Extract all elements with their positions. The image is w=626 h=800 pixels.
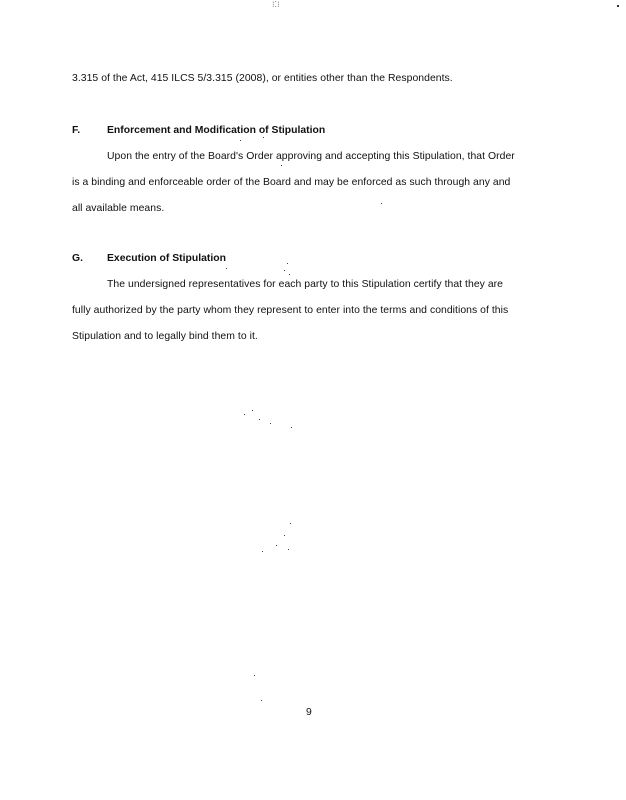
scan-artifact-top: ⁝⁚⁝ (272, 0, 280, 9)
section-g-letter: G. (72, 253, 83, 264)
continuation-line: 3.315 of the Act, 415 ILCS 5/3.315 (2008), or entities other than the Respondents. (72, 73, 453, 84)
section-f-line-3: all available means. (72, 203, 165, 214)
section-g-line-3: Stipulation and to legally bind them to it. (72, 331, 258, 342)
section-f-line-1: Upon the entry of the Board's Order approving and accepting this Stipulation, that Order (107, 151, 515, 162)
scan-speck (262, 551, 263, 552)
scan-speck (252, 410, 253, 411)
scan-speck (284, 270, 285, 271)
scan-speck (263, 137, 264, 138)
scan-speck (276, 545, 277, 546)
section-f-title: Enforcement and Modification of Stipulation (107, 125, 326, 136)
scan-artifact-edge (617, 5, 619, 7)
scan-speck (381, 203, 382, 204)
scan-speck (291, 427, 292, 428)
section-g-line-2: fully authorized by the party whom they represent to enter into the terms and conditions of this (72, 305, 509, 316)
scan-speck (240, 140, 241, 141)
scan-speck (226, 268, 227, 269)
section-f-letter: F. (72, 125, 81, 136)
scan-speck (287, 263, 288, 264)
scan-speck (270, 423, 271, 424)
section-g-title: Execution of Stipulation (107, 253, 226, 264)
page-number: 9 (306, 707, 312, 718)
scan-speck (288, 549, 289, 550)
scan-speck (281, 165, 282, 166)
section-g-line-1: The undersigned representatives for each party to this Stipulation certify that they are (107, 279, 503, 290)
scan-speck (284, 535, 285, 536)
section-f-line-2: is a binding and enforceable order of the Board and may be enforced as such through any and (72, 177, 511, 188)
scan-speck (254, 675, 255, 676)
scan-speck (261, 700, 262, 701)
scan-speck (244, 414, 245, 415)
scan-speck (289, 274, 290, 275)
scan-speck (290, 523, 291, 524)
scan-speck (259, 419, 260, 420)
